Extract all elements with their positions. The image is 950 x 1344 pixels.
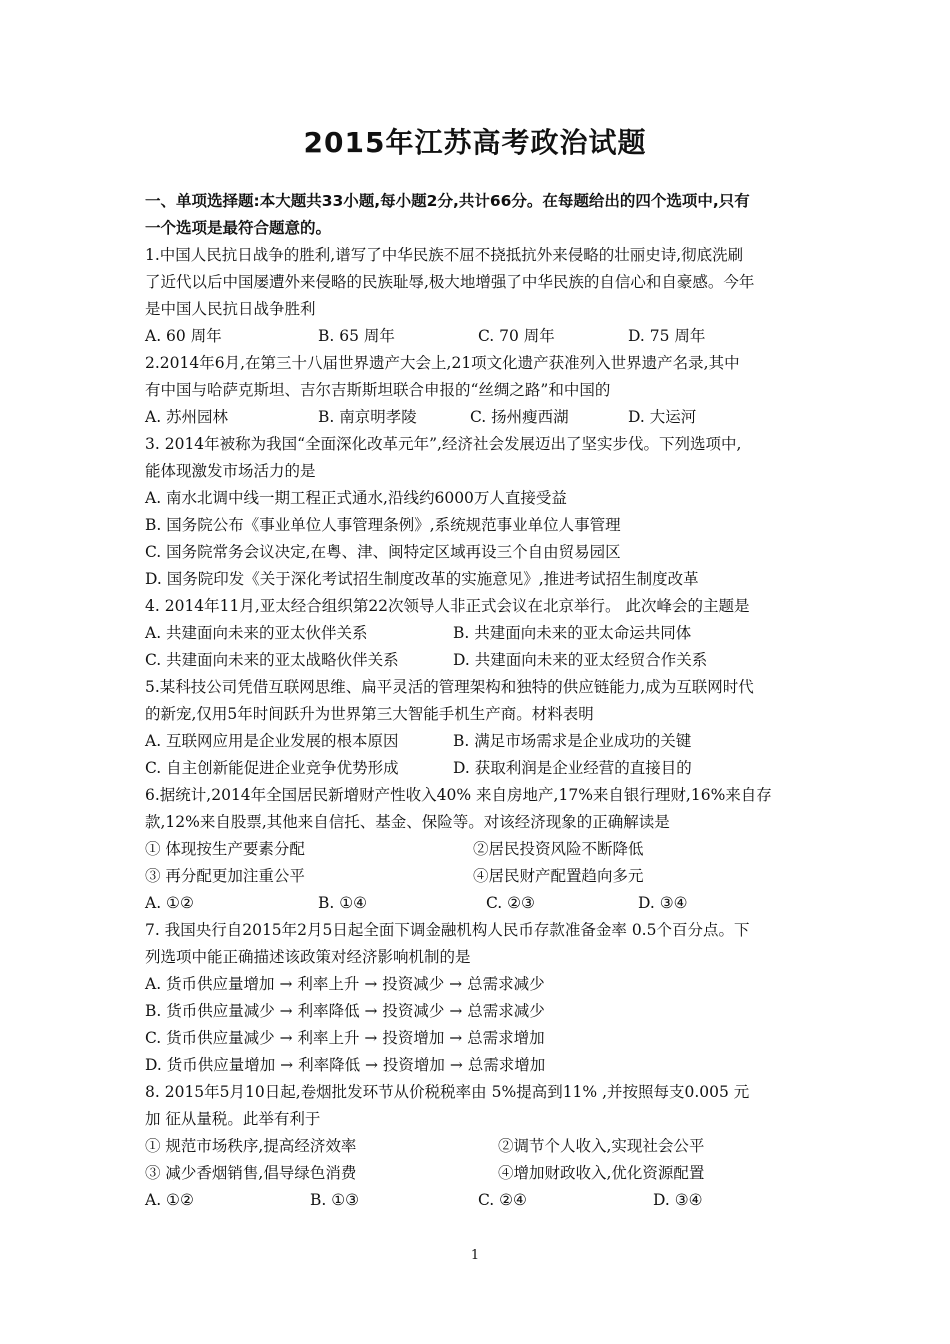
question-8-item-1: ① 规范市场秩序,提高经济效率: [145, 1137, 357, 1155]
question-2-stem-line-1: 2.2014年6月,在第三十八届世界遗产大会上,21项文化遗产获准列入世界遗产名录,其中: [145, 354, 740, 372]
question-1-option-b: B. 65 周年: [318, 327, 395, 345]
question-7-stem-line-2: 列选项中能正确描述该政策对经济影响机制的是: [145, 948, 471, 966]
section-heading-line-2: 一个选项是最符合题意的。: [145, 219, 332, 237]
question-6-item-4: ④居民财产配置趋向多元: [473, 867, 644, 885]
question-6-stem-line-1: 6.据统计,2014年全国居民新增财产性收入40% 来自房地产,17%来自银行理财,16%来自存: [145, 786, 772, 804]
question-6-option-b: B. ①④: [318, 894, 368, 912]
question-7-option-a: A. 货币供应量增加 → 利率上升 → 投资减少 → 总需求减少: [145, 975, 545, 993]
page-number: 1: [470, 1248, 480, 1263]
question-5-stem-line-2: 的新宠,仅用5年时间跃升为世界第三大智能手机生产商。材料表明: [145, 705, 594, 723]
question-6-stem-line-2: 款,12%来自股票,其他来自信托、基金、保险等。对该经济现象的正确解读是: [145, 813, 670, 831]
question-2-option-b: B. 南京明孝陵: [318, 408, 417, 426]
question-5-option-a: A. 互联网应用是企业发展的根本原因: [145, 732, 399, 750]
question-3-option-a: A. 南水北调中线一期工程正式通水,沿线约6000万人直接受益: [145, 489, 567, 507]
question-3-stem-line-1: 3. 2014年被称为我国“全面深化改革元年”,经济社会发展迈出了坚实步伐。下列选项中,: [145, 435, 742, 453]
question-6-option-c: C. ②③: [486, 894, 535, 912]
question-2-option-a: A. 苏州园林: [145, 408, 229, 426]
question-8-stem-line-1: 8. 2015年5月10日起,卷烟批发环节从价税税率由 5%提高到11% ,并按照每支0.005 元: [145, 1083, 750, 1101]
question-3-option-b: B. 国务院公布《事业单位人事管理条例》,系统规范事业单位人事管理: [145, 516, 621, 534]
question-3-option-d: D. 国务院印发《关于深化考试招生制度改革的实施意见》,推进考试招生制度改革: [145, 570, 699, 588]
question-1-option-a: A. 60 周年: [145, 327, 222, 345]
question-4-stem-line-1: 4. 2014年11月,亚太经合组织第22次领导人非正式会议在北京举行。 此次峰会的主题是: [145, 597, 750, 615]
question-8-stem-line-2: 加 征从量税。此举有利于: [145, 1110, 321, 1128]
question-6-item-2: ②居民投资风险不断降低: [473, 840, 644, 858]
question-1-option-c: C. 70 周年: [478, 327, 555, 345]
question-7-option-c: C. 货币供应量减少 → 利率上升 → 投资增加 → 总需求增加: [145, 1029, 545, 1047]
question-6-option-a: A. ①②: [145, 894, 194, 912]
question-8-item-3: ③ 减少香烟销售,倡导绿色消费: [145, 1164, 357, 1182]
question-3-option-c: C. 国务院常务会议决定,在粤、津、闽特定区域再设三个自由贸易园区: [145, 543, 621, 561]
section-heading-line-1: 一、单项选择题:本大题共33小题,每小题2分,共计66分。在每题给出的四个选项中,只有: [145, 192, 750, 210]
question-5-option-d: D. 获取利润是企业经营的直接目的: [453, 759, 692, 777]
question-4-option-a: A. 共建面向未来的亚太伙伴关系: [145, 624, 368, 642]
question-2-option-c: C. 扬州瘦西湖: [470, 408, 569, 426]
question-8-option-c: C. ②④: [478, 1191, 527, 1209]
question-8-option-d: D. ③④: [653, 1191, 703, 1209]
question-4-option-d: D. 共建面向未来的亚太经贸合作关系: [453, 651, 708, 669]
question-1-stem-line-1: 1.中国人民抗日战争的胜利,谱写了中华民族不屈不挠抵抗外来侵略的壮丽史诗,彻底洗刷: [145, 246, 744, 264]
question-6-option-d: D. ③④: [638, 894, 688, 912]
question-7-option-b: B. 货币供应量减少 → 利率降低 → 投资减少 → 总需求减少: [145, 1002, 545, 1020]
question-1-stem-line-3: 是中国人民抗日战争胜利: [145, 300, 316, 318]
question-7-option-d: D. 货币供应量增加 → 利率降低 → 投资增加 → 总需求增加: [145, 1056, 546, 1074]
question-4-option-c: C. 共建面向未来的亚太战略伙伴关系: [145, 651, 399, 669]
question-8-item-2: ②调节个人收入,实现社会公平: [498, 1137, 705, 1155]
question-8-item-4: ④增加财政收入,优化资源配置: [498, 1164, 705, 1182]
question-1-stem-line-2: 了近代以后中国屡遭外来侵略的民族耻辱,极大地增强了中华民族的自信心和自豪感。今年: [145, 273, 755, 291]
question-7-stem-line-1: 7. 我国央行自2015年2月5日起全面下调金融机构人民币存款准备金率 0.5个百分点。下: [145, 921, 750, 939]
question-6-item-1: ① 体现按生产要素分配: [145, 840, 305, 858]
page-title: 2015年江苏高考政治试题: [303, 126, 647, 159]
question-2-option-d: D. 大运河: [628, 408, 697, 426]
question-5-stem-line-1: 5.某科技公司凭借互联网思维、扁平灵活的管理架构和独特的供应链能力,成为互联网时代: [145, 678, 754, 696]
question-1-option-d: D. 75 周年: [628, 327, 706, 345]
question-5-option-b: B. 满足市场需求是企业成功的关键: [453, 732, 692, 750]
question-4-option-b: B. 共建面向未来的亚太命运共同体: [453, 624, 692, 642]
question-6-item-3: ③ 再分配更加注重公平: [145, 867, 305, 885]
question-8-option-b: B. ①③: [310, 1191, 360, 1209]
question-5-option-c: C. 自主创新能促进企业竞争优势形成: [145, 759, 399, 777]
question-2-stem-line-2: 有中国与哈萨克斯坦、吉尔吉斯斯坦联合申报的“丝绸之路”和中国的: [145, 381, 611, 399]
question-8-option-a: A. ①②: [145, 1191, 194, 1209]
question-3-stem-line-2: 能体现激发市场活力的是: [145, 462, 316, 480]
